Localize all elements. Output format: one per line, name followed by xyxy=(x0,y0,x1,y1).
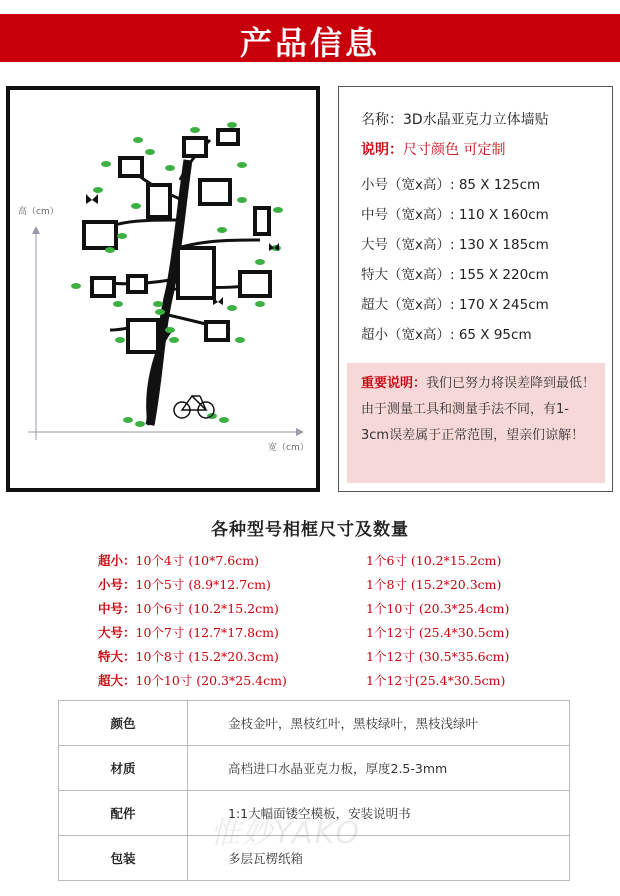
frame-size-row-right: 1个10寸 (20.3*25.4cm) xyxy=(366,601,510,616)
frame-sizes-title: 各种型号相框尺寸及数量 xyxy=(211,520,409,540)
size-line: 超大（宽x高）: 170 X 245cm xyxy=(361,297,549,313)
frame-size-row-left: 中号：10个6寸 (10.2*15.2cm) xyxy=(98,601,279,616)
spec-value: 多层瓦楞纸箱 xyxy=(188,836,570,881)
spec-key: 材质 xyxy=(59,746,188,791)
frame-size-row-right: 1个12寸 (25.4*30.5cm) xyxy=(366,625,510,640)
width-axis-label: 宽（cm） xyxy=(268,443,309,453)
frame-size-row-left: 超小：10个4寸 (10*7.6cm) xyxy=(98,553,259,568)
product-image-frame xyxy=(6,86,320,492)
size-line: 大号（宽x高）: 130 X 185cm xyxy=(361,237,549,253)
size-line: 超小（宽x高）: 65 X 95cm xyxy=(361,327,532,343)
spec-value: 金枝金叶，黑枝红叶，黑枝绿叶，黑枝浅绿叶 xyxy=(188,701,570,746)
frame-size-row-left: 特大：10个8寸 (15.2*20.3cm) xyxy=(98,649,279,664)
frame-size-row-left: 超大：10个10寸 (20.3*25.4cm) xyxy=(98,673,287,688)
height-axis-label: 高（cm） xyxy=(18,207,59,217)
frame-size-row-right: 1个12寸(25.4*30.5cm) xyxy=(366,673,506,688)
table-row xyxy=(59,701,570,746)
frame-size-row-right: 1个6寸 (10.2*15.2cm) xyxy=(366,553,502,568)
spec-key: 包装 xyxy=(59,836,188,881)
table-row xyxy=(59,746,570,791)
frame-size-row-left: 大号：10个7寸 (12.7*17.8cm) xyxy=(98,625,279,640)
spec-value: 1:1大幅面镂空模板，安装说明书 xyxy=(188,791,570,836)
tree-wall-sticker-illustration xyxy=(10,90,316,488)
frame-size-row-right: 1个12寸 (30.5*35.6cm) xyxy=(366,649,510,664)
important-text: 我们已努力将误差降到最低！由于测量工具和测量手法不同，有1-3cm误差属于正常范围，望亲们谅解！ xyxy=(361,376,596,443)
product-name: 名称：3D水晶亚克力立体墙贴 xyxy=(361,112,549,128)
important-note xyxy=(361,371,597,449)
info-box xyxy=(338,86,613,492)
note-value: 尺寸颜色 可定制 xyxy=(403,142,506,158)
spec-value: 高档进口水晶亚克力板，厚度2.5-3mm xyxy=(188,746,570,791)
important-label: 重要说明： xyxy=(361,376,427,391)
spec-key: 配件 xyxy=(59,791,188,836)
size-line: 小号（宽x高）: 85 X 125cm xyxy=(361,177,541,193)
important-note-box xyxy=(347,363,605,483)
watermark: 惟妙YAKO xyxy=(210,816,361,851)
size-line: 中号（宽x高）: 110 X 160cm xyxy=(361,207,549,223)
spec-key: 颜色 xyxy=(59,701,188,746)
frame-size-row-right: 1个8寸 (15.2*20.3cm) xyxy=(366,577,502,592)
note-label: 说明： xyxy=(361,142,403,158)
spec-table xyxy=(58,700,570,881)
title-banner xyxy=(0,14,620,62)
size-line: 特大（宽x高）: 155 X 220cm xyxy=(361,267,549,283)
customization-note xyxy=(361,139,505,159)
frame-size-row-left: 小号：10个5寸 (8.9*12.7cm) xyxy=(98,577,271,592)
banner-title: 产品信息 xyxy=(239,24,380,62)
